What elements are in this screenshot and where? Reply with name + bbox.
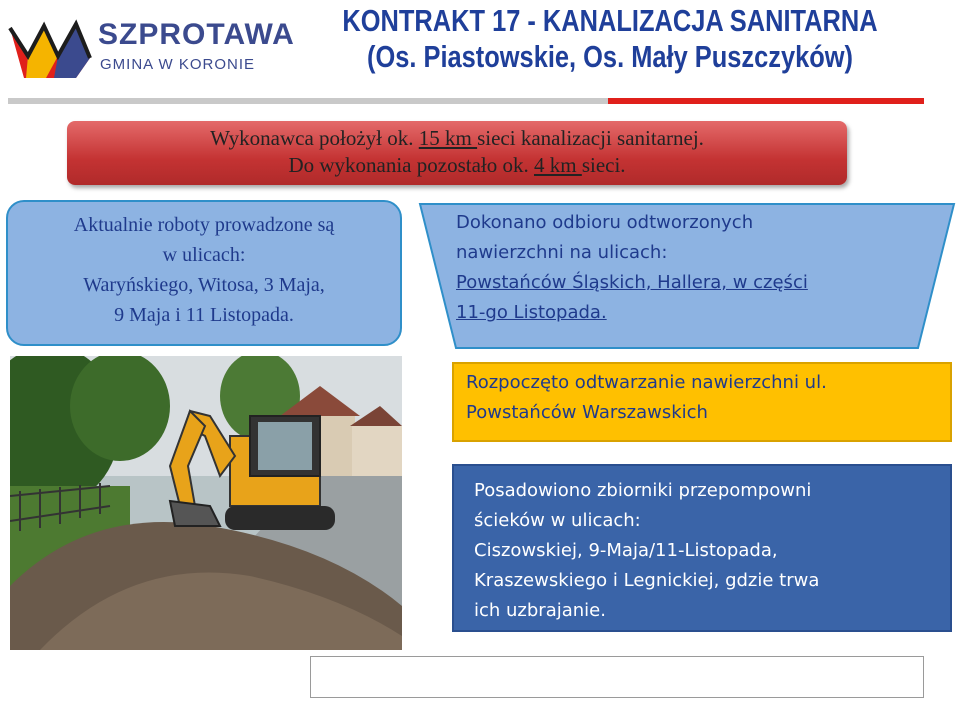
- current-works-box: [6, 200, 402, 346]
- progress-summary-box: [67, 121, 847, 185]
- acceptance-streets-line1: Powstańców Śląskich, Hallera, w części: [456, 272, 808, 293]
- built-km: 15 km: [418, 126, 478, 150]
- pumping-line2: ścieków w ulicach:: [474, 510, 641, 531]
- remaining-text-b: sieci.: [581, 153, 626, 177]
- acceptance-streets-line2: 11-go Listopada.: [456, 302, 607, 323]
- logo-name: SZPROTAWA: [98, 18, 295, 51]
- built-text-a: Wykonawca położył ok.: [210, 126, 419, 150]
- surface-acceptance-box: [456, 208, 926, 328]
- pumping-line4: Kraszewskiego i Legnickiej, gdzie trwa: [474, 570, 820, 591]
- current-works-line1: Aktualnie roboty prowadzone są: [73, 214, 335, 236]
- restoration-line1: Rozpoczęto odtwarzanie nawierzchni ul.: [466, 372, 827, 393]
- footer-frame: [310, 656, 924, 698]
- remaining-km: 4 km: [533, 153, 582, 177]
- restoration-line2: Powstańców Warszawskich: [466, 402, 708, 423]
- built-text-b: sieci kanalizacji sanitarnej.: [477, 126, 704, 150]
- pumping-line1: Posadowiono zbiorniki przepompowni: [474, 480, 812, 501]
- current-works-line2: w ulicach:: [162, 244, 246, 266]
- current-works-line3: Waryńskiego, Witosa, 3 Maja,: [83, 274, 325, 296]
- page-title-line1: KONTRAKT 17 - KANALIZACJA SANITARNA: [342, 3, 878, 38]
- progress-line-remaining: [67, 152, 847, 179]
- acceptance-line1: Dokonano odbioru odtworzonych: [456, 212, 754, 233]
- szprotawa-logo: [6, 8, 295, 84]
- header-rule-red: [608, 98, 924, 104]
- crown-logo-icon: [6, 8, 96, 84]
- page-title-line2: (Os. Piastowskie, Os. Mały Puszczyków): [366, 39, 853, 74]
- remaining-text-a: Do wykonania pozostało ok.: [288, 153, 534, 177]
- pumping-station-box: [452, 464, 952, 632]
- pumping-line3: Ciszowskiej, 9-Maja/11-Listopada,: [474, 540, 778, 561]
- header-rule-gray: [8, 98, 608, 104]
- pumping-line5: ich uzbrajanie.: [474, 600, 606, 621]
- acceptance-line2: nawierzchni na ulicach:: [456, 242, 668, 263]
- current-works-line4: 9 Maja i 11 Listopada.: [114, 304, 294, 326]
- surface-restoration-box: [452, 362, 952, 442]
- excavator-photo: [10, 356, 402, 650]
- logo-subtitle: GMINA W KORONIE: [100, 56, 256, 73]
- progress-line-built: [67, 125, 847, 152]
